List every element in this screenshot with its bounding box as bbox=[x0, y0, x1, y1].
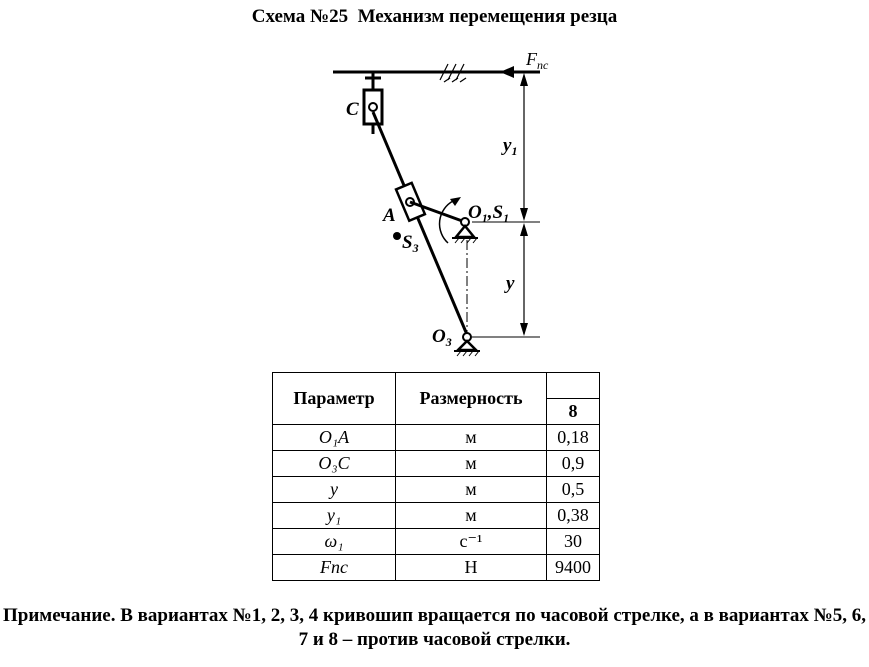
cell-value: 0,38 bbox=[547, 503, 600, 529]
cell-dim: с⁻¹ bbox=[396, 529, 547, 555]
cell-dim: Н bbox=[396, 555, 547, 581]
label-y1: $y_1$ bbox=[503, 135, 518, 158]
cell-dim: м bbox=[396, 451, 547, 477]
guide-hatch bbox=[440, 64, 464, 80]
table-row bbox=[273, 451, 600, 477]
table-row bbox=[273, 477, 600, 503]
cell-value: 0,5 bbox=[547, 477, 600, 503]
cell-value: 9400 bbox=[547, 555, 600, 581]
label-fnc: $F_{пс}$ bbox=[526, 49, 549, 72]
label-s3: $S_3$ bbox=[402, 232, 419, 255]
guide-hatch-lower bbox=[444, 78, 466, 82]
cell-value: 30 bbox=[547, 529, 600, 555]
parameter-table bbox=[272, 372, 600, 581]
cell-param: y bbox=[273, 477, 396, 503]
table-row bbox=[273, 529, 600, 555]
cell-dim: м bbox=[396, 425, 547, 451]
label-c: C bbox=[346, 99, 359, 120]
joint-c bbox=[369, 103, 377, 111]
cell-value: 0,9 bbox=[547, 451, 600, 477]
note-text: Примечание. В вариантах №1, 2, 3, 4 кривошип вращается по часовой стрелке, а в вариантах №5, 6, 7 и 8 – против часовой стрелки. bbox=[2, 605, 867, 650]
rotation-arrow bbox=[440, 201, 453, 243]
cell-dim: м bbox=[396, 477, 547, 503]
point-s3 bbox=[393, 232, 401, 240]
label-y: y bbox=[506, 273, 515, 294]
cell-param: y₁ bbox=[273, 503, 396, 529]
table-row bbox=[273, 555, 600, 581]
cell-value: 0,18 bbox=[547, 425, 600, 451]
header-blank bbox=[547, 373, 600, 399]
label-o3: $O_3$ bbox=[432, 326, 452, 349]
cell-param: O₃C bbox=[273, 451, 396, 477]
header-dimension: Размерность bbox=[396, 373, 547, 425]
force-arrowhead bbox=[500, 66, 514, 78]
table-row bbox=[273, 425, 600, 451]
page-title: Схема №25 Механизм перемещения резца bbox=[251, 6, 618, 27]
cell-param: O₁A bbox=[273, 425, 396, 451]
cell-param: Fпс bbox=[273, 555, 396, 581]
header-parameter: Параметр bbox=[273, 373, 396, 425]
label-o1-s1: $O_1,S_1$ bbox=[468, 202, 510, 225]
cell-param: ω₁ bbox=[273, 529, 396, 555]
table-row bbox=[273, 503, 600, 529]
cell-dim: м bbox=[396, 503, 547, 529]
label-a: A bbox=[383, 205, 396, 226]
header-variant: 8 bbox=[547, 399, 600, 425]
